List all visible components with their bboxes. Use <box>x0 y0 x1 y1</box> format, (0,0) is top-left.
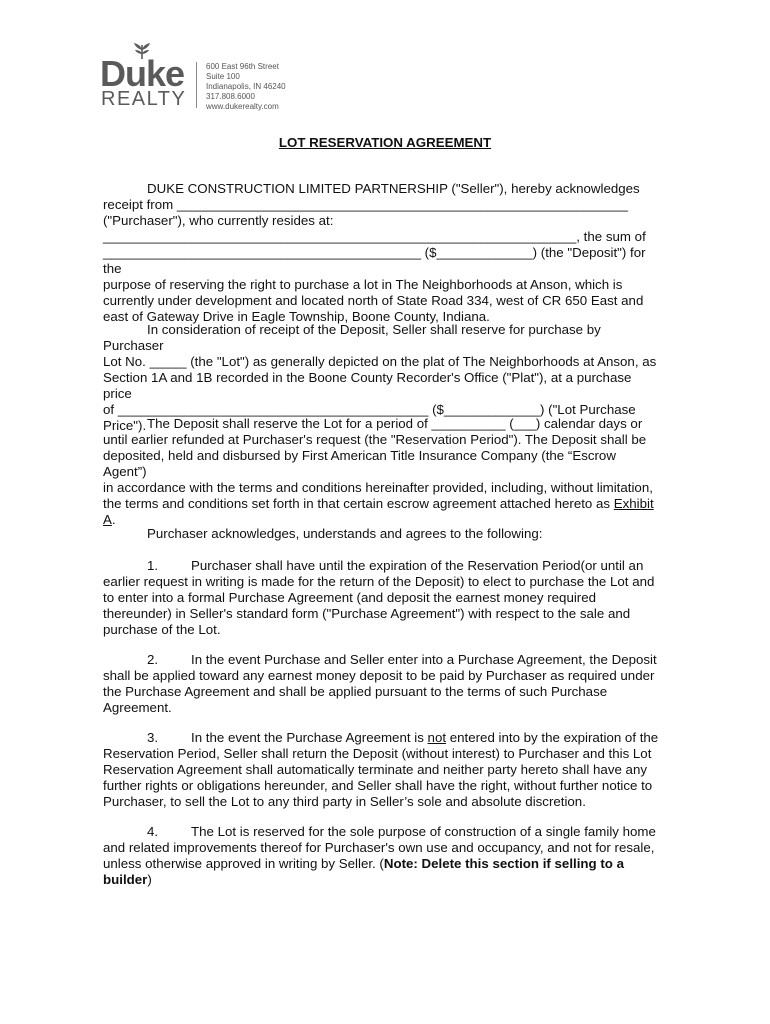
paragraph-deposit <box>103 416 661 528</box>
logo-wordmark: Duke <box>100 53 185 94</box>
text-run: The Lot is reserved for the sole purpose of construction of a single family home <box>191 824 656 839</box>
builder-note: Note: Delete this section if selling to a <box>383 856 624 871</box>
text-line: further rights or obligations hereunder, and Seller shall have the right, without further notice to <box>103 778 653 793</box>
builder-note: builder <box>103 872 148 887</box>
text-line: the Purchase Agreement and shall be applied pursuant to the terms of such Purchase <box>103 684 608 699</box>
letterhead-divider <box>196 62 197 108</box>
text-line <box>103 872 661 888</box>
text-line: Purchaser, to sell the Lot to any third party in Seller’s sole and absolute discretion. <box>103 794 586 809</box>
text-run: . <box>111 512 116 527</box>
text-line: Reservation Agreement shall automatically terminate and neither party hereto shall have any <box>103 762 647 777</box>
text-line: ___________________________________________ ($_____________) (the "Deposit") for the <box>103 245 646 276</box>
list-item-4 <box>103 824 661 888</box>
text-line: earlier request in writing is made for the return of the Deposit) to elect to purchase the Lot and <box>103 574 655 589</box>
address-phone: 317.808.6000 <box>206 92 255 101</box>
text-line: Section 1A and 1B recorded in the Boone County Recorder's Office ("Plat"), at a purchase price <box>103 370 632 401</box>
text-run: In the event the Purchase Agreement is <box>191 730 428 745</box>
text-line: receipt from _____________________________________________________________ <box>103 197 628 212</box>
exhibit-reference: A <box>103 512 112 527</box>
text-run: the terms and conditions set forth in that certain escrow agreement attached hereto as <box>103 496 614 511</box>
text-line: and related improvements thereof for Purchaser's own use and occupancy, and not for resale, <box>103 840 655 855</box>
text-line: purpose of reserving the right to purchase a lot in The Neighborhoods at Anson, which is <box>103 277 623 292</box>
paragraph-acknowledges <box>103 526 661 542</box>
text-run: In the event Purchase and Seller enter into a Purchase Agreement, the Deposit <box>191 652 657 667</box>
text-line: Lot No. _____ (the "Lot") as generally depicted on the plat of The Neighborhoods at Anson, as <box>103 354 657 369</box>
item-number: 1. <box>147 558 159 573</box>
address-website: www.dukerealty.com <box>206 102 279 111</box>
text-line <box>103 730 661 746</box>
document-title: LOT RESERVATION AGREEMENT <box>278 135 492 150</box>
text-line: deposited, held and disbursed by First American Title Insurance Company (the “Escrow Agent”) <box>103 448 616 479</box>
item-number: 2. <box>147 652 159 667</box>
emphasis-not: not <box>427 730 447 745</box>
text-line: ("Purchaser"), who currently resides at: <box>103 213 334 228</box>
list-item-1 <box>103 558 661 638</box>
text-run: unless otherwise approved in writing by Seller. ( <box>103 856 384 871</box>
address-suite: Suite 100 <box>206 72 240 81</box>
text-line: Agreement. <box>103 700 172 715</box>
address-city: Indianapolis, IN 46240 <box>206 82 286 91</box>
duke-realty-logo <box>98 42 198 110</box>
text-line: in accordance with the terms and conditions hereinafter provided, including, without limitation, <box>103 480 653 495</box>
text-line <box>103 496 661 512</box>
text-line <box>103 652 661 668</box>
text-line: thereunder) in Seller's standard form ("Purchase Agreement") with respect to the sale and <box>103 606 631 621</box>
text-line: purchase of the Lot. <box>103 622 221 637</box>
letterhead-address <box>206 62 286 112</box>
text-line: Purchaser acknowledges, understands and agrees to the following: <box>147 526 543 541</box>
text-line: to enter into a formal Purchase Agreement (and deposit the earnest money required <box>103 590 597 605</box>
text-run: Purchaser shall have until the expiration of the Reservation Period(or until an <box>191 558 644 573</box>
text-line: Reservation Period, Seller shall return the Deposit (without interest) to Purchaser and this Lot <box>103 746 652 761</box>
address-street: 600 East 96th Street <box>206 62 279 71</box>
text-line: of __________________________________________ ($_____________) ("Lot Purchase <box>103 402 636 417</box>
text-line: currently under development and located north of State Road 334, west of CR 650 East and <box>103 293 644 308</box>
text-line: The Deposit shall reserve the Lot for a period of __________ (___) calendar days or <box>147 416 643 431</box>
text-line: east of Gateway Drive in Eagle Township, Boone County, Indiana. <box>103 309 490 324</box>
text-line: In consideration of receipt of the Deposit, Seller shall reserve for purchase by Purchaser <box>103 322 601 353</box>
text-line: Price"). <box>103 418 147 433</box>
text-line <box>103 824 661 840</box>
text-line: DUKE CONSTRUCTION LIMITED PARTNERSHIP ("Seller"), hereby acknowledges <box>147 181 640 196</box>
list-item-3 <box>103 730 661 810</box>
item-number: 4. <box>147 824 159 839</box>
list-item-2 <box>103 652 661 716</box>
text-line: ________________________________________________________________, the sum of <box>103 229 646 244</box>
text-run: entered into by the expiration of the <box>446 730 659 745</box>
logo-subtitle: REALTY <box>101 88 187 110</box>
text-line: shall be applied toward any earnest money deposit to be paid by Purchaser as required under <box>103 668 655 683</box>
text-run: ) <box>147 872 152 887</box>
text-line <box>103 558 661 574</box>
paragraph-acknowledgement <box>103 181 661 325</box>
exhibit-reference: Exhibit <box>613 496 654 511</box>
text-line: until earlier refunded at Purchaser's request (the "Reservation Period"). The Deposit shall be <box>103 432 647 447</box>
text-line <box>103 856 661 872</box>
item-number: 3. <box>147 730 159 745</box>
